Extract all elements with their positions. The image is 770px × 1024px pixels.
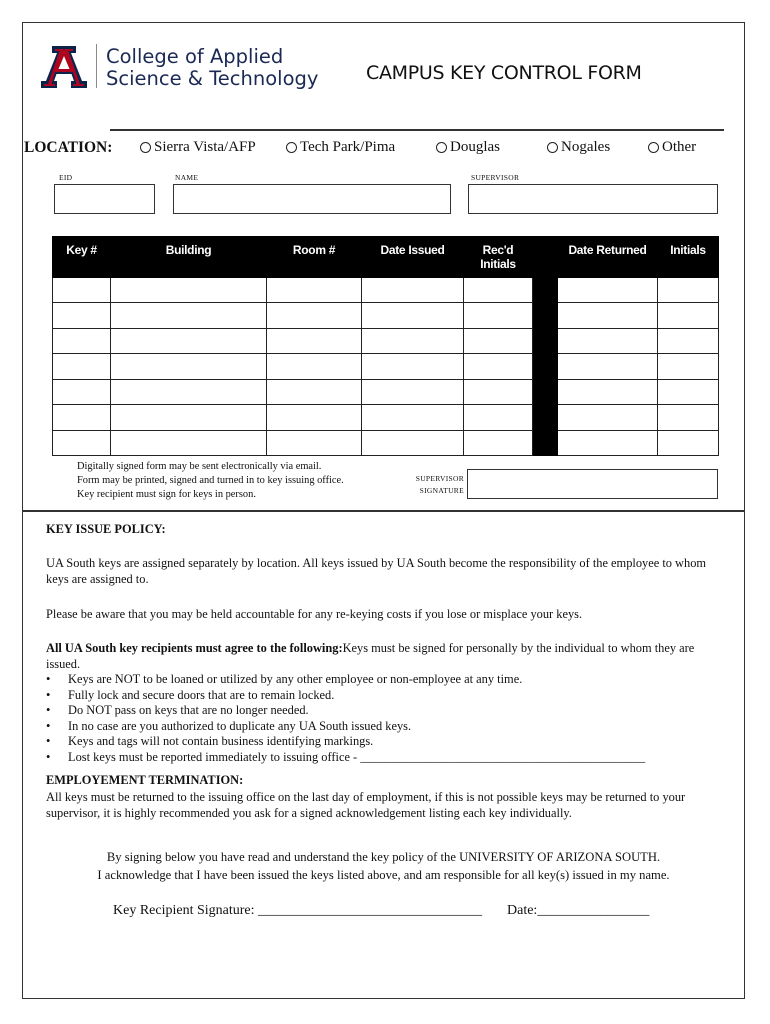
- table-cell[interactable]: [658, 328, 719, 353]
- table-spacer-cell: [533, 379, 558, 404]
- table-cell[interactable]: [267, 354, 362, 379]
- table-cell[interactable]: [53, 278, 111, 303]
- table-row: [53, 430, 719, 455]
- col-initials: Initials: [658, 237, 719, 278]
- table-cell[interactable]: [111, 278, 267, 303]
- table-spacer-cell: [533, 278, 558, 303]
- section-divider: [22, 510, 745, 512]
- table-row: [53, 328, 719, 353]
- table-cell[interactable]: [464, 303, 533, 328]
- supervisor-label: SUPERVISOR: [471, 173, 520, 182]
- table-cell[interactable]: [658, 430, 719, 455]
- table-cell[interactable]: [53, 303, 111, 328]
- list-item: • In no case are you authorized to duplicate any UA South issued keys.: [46, 719, 726, 735]
- list-item: • Keys and tags will not contain business identifying markings.: [46, 734, 726, 750]
- table-cell[interactable]: [267, 328, 362, 353]
- table-cell[interactable]: [362, 354, 464, 379]
- college-name: [106, 46, 318, 90]
- location-option-sierra-vista[interactable]: Sierra Vista/AFP: [140, 139, 256, 156]
- list-item: • Lost keys must be reported immediately to issuing office - ______________________________________________: [46, 750, 726, 766]
- table-cell[interactable]: [111, 430, 267, 455]
- location-option-tech-park[interactable]: Tech Park/Pima: [286, 139, 395, 156]
- table-spacer-cell: [533, 328, 558, 353]
- policy-paragraph-3: All UA South key recipients must agree to the following:Keys must be signed for personally by the individual to whom they are issued.: [46, 641, 695, 671]
- table-cell[interactable]: [464, 328, 533, 353]
- table-spacer-cell: [533, 430, 558, 455]
- table-cell[interactable]: [267, 303, 362, 328]
- name-label: NAME: [175, 173, 199, 182]
- table-cell[interactable]: [464, 379, 533, 404]
- table-cell[interactable]: [267, 379, 362, 404]
- table-spacer-cell: [533, 354, 558, 379]
- table-row: [53, 405, 719, 430]
- logo-divider: [96, 44, 97, 88]
- key-table: [52, 236, 719, 456]
- table-cell[interactable]: [53, 430, 111, 455]
- col-room-number: Room #: [267, 237, 362, 278]
- table-spacer-cell: [533, 303, 558, 328]
- table-cell[interactable]: [362, 430, 464, 455]
- radio-icon[interactable]: [436, 142, 447, 153]
- table-cell[interactable]: [558, 354, 658, 379]
- date-line[interactable]: Date:________________: [507, 903, 650, 918]
- table-cell[interactable]: [464, 278, 533, 303]
- table-cell[interactable]: [658, 405, 719, 430]
- col-key-number: Key #: [53, 237, 111, 278]
- table-cell[interactable]: [558, 430, 658, 455]
- table-cell[interactable]: [111, 328, 267, 353]
- table-cell[interactable]: [111, 405, 267, 430]
- table-cell[interactable]: [362, 379, 464, 404]
- supervisor-signature-label: SUPERVISOR SIGNATURE: [415, 474, 464, 495]
- table-cell[interactable]: [362, 405, 464, 430]
- table-row: [53, 303, 719, 328]
- col-date-issued: Date Issued: [362, 237, 464, 278]
- table-cell[interactable]: [111, 303, 267, 328]
- note-line: Form may be printed, signed and turned in to key issuing office.: [77, 475, 344, 486]
- table-cell[interactable]: [658, 278, 719, 303]
- name-field[interactable]: [173, 184, 451, 214]
- col-spacer: [533, 237, 558, 278]
- table-cell[interactable]: [362, 278, 464, 303]
- col-building: Building: [111, 237, 267, 278]
- radio-icon[interactable]: [648, 142, 659, 153]
- policy-paragraph-1: UA South keys are assigned separately by location. All keys issued by UA South become the responsibility of the employee to whom keys are assigned to.: [46, 556, 707, 586]
- table-cell[interactable]: [362, 328, 464, 353]
- policy-heading: KEY ISSUE POLICY:: [46, 522, 166, 536]
- termination-text: All keys must be returned to the issuing office on the last day of employment, if this is not possible keys may be returned to your supervisor, it is highly recommended you ask for a signed acknowledgement listing each key individually.: [46, 790, 686, 820]
- policy-paragraph-2: Please be aware that you may be held accountable for any re-keying costs if you lose or misplace your keys.: [46, 607, 583, 621]
- radio-icon[interactable]: [547, 142, 558, 153]
- university-logo: [38, 44, 90, 90]
- eid-label: EID: [59, 173, 73, 182]
- location-option-nogales[interactable]: Nogales: [547, 139, 610, 156]
- table-cell[interactable]: [267, 430, 362, 455]
- form-notes: [77, 460, 344, 502]
- location-option-douglas[interactable]: Douglas: [436, 139, 500, 156]
- note-line: Digitally signed form may be sent electronically via email.: [77, 461, 322, 472]
- form-title: CAMPUS KEY CONTROL FORM: [366, 62, 642, 84]
- list-item: • Fully lock and secure doors that are to remain locked.: [46, 688, 726, 704]
- termination-heading: EMPLOYEMENT TERMINATION:: [46, 773, 244, 787]
- table-cell[interactable]: [658, 379, 719, 404]
- college-name-line2: Science & Technology: [106, 67, 319, 90]
- col-date-returned: Date Returned: [558, 237, 658, 278]
- table-cell[interactable]: [111, 379, 267, 404]
- table-cell[interactable]: [464, 405, 533, 430]
- eid-field[interactable]: [54, 184, 155, 214]
- table-cell[interactable]: [658, 354, 719, 379]
- list-item: • Do NOT pass on keys that are no longer needed.: [46, 703, 726, 719]
- location-rule: [110, 129, 724, 131]
- list-item: • Keys are NOT to be loaned or utilized by any other employee or non-employee at any time.: [46, 672, 726, 688]
- recipient-signature-line[interactable]: Key Recipient Signature: ________________________________: [113, 903, 483, 918]
- table-cell[interactable]: [111, 354, 267, 379]
- table-row: [53, 379, 719, 404]
- radio-icon[interactable]: [286, 142, 297, 153]
- location-option-other[interactable]: Other: [648, 139, 696, 156]
- table-cell[interactable]: [464, 354, 533, 379]
- table-cell[interactable]: [53, 405, 111, 430]
- table-cell[interactable]: [464, 430, 533, 455]
- acknowledgement-line-2: I acknowledge that I have been issued the keys listed above, and am responsible for all key(s) issued in my name.: [97, 868, 670, 882]
- policy-rules-list: [46, 672, 726, 765]
- college-name-line1: College of Applied: [106, 45, 284, 68]
- table-header-row: [53, 237, 719, 278]
- table-cell[interactable]: [267, 278, 362, 303]
- supervisor-field[interactable]: [468, 184, 718, 214]
- table-cell[interactable]: [558, 303, 658, 328]
- table-cell[interactable]: [53, 354, 111, 379]
- acknowledgement-line-1: By signing below you have read and understand the key policy of the UNIVERSITY OF ARIZONA SOUTH.: [106, 850, 661, 864]
- table-cell[interactable]: [558, 278, 658, 303]
- table-cell[interactable]: [558, 328, 658, 353]
- location-label: LOCATION:: [24, 139, 113, 156]
- col-recd-initials: Rec'd Initials: [464, 237, 533, 278]
- table-cell[interactable]: [658, 303, 719, 328]
- table-row: [53, 278, 719, 303]
- table-row: [53, 354, 719, 379]
- table-cell[interactable]: [362, 303, 464, 328]
- table-spacer-cell: [533, 405, 558, 430]
- radio-icon[interactable]: [140, 142, 151, 153]
- note-line: Key recipient must sign for keys in person.: [77, 489, 256, 500]
- supervisor-signature-field[interactable]: [467, 469, 718, 499]
- table-cell[interactable]: [558, 379, 658, 404]
- table-cell[interactable]: [53, 379, 111, 404]
- table-cell[interactable]: [558, 405, 658, 430]
- table-cell[interactable]: [267, 405, 362, 430]
- table-cell[interactable]: [53, 328, 111, 353]
